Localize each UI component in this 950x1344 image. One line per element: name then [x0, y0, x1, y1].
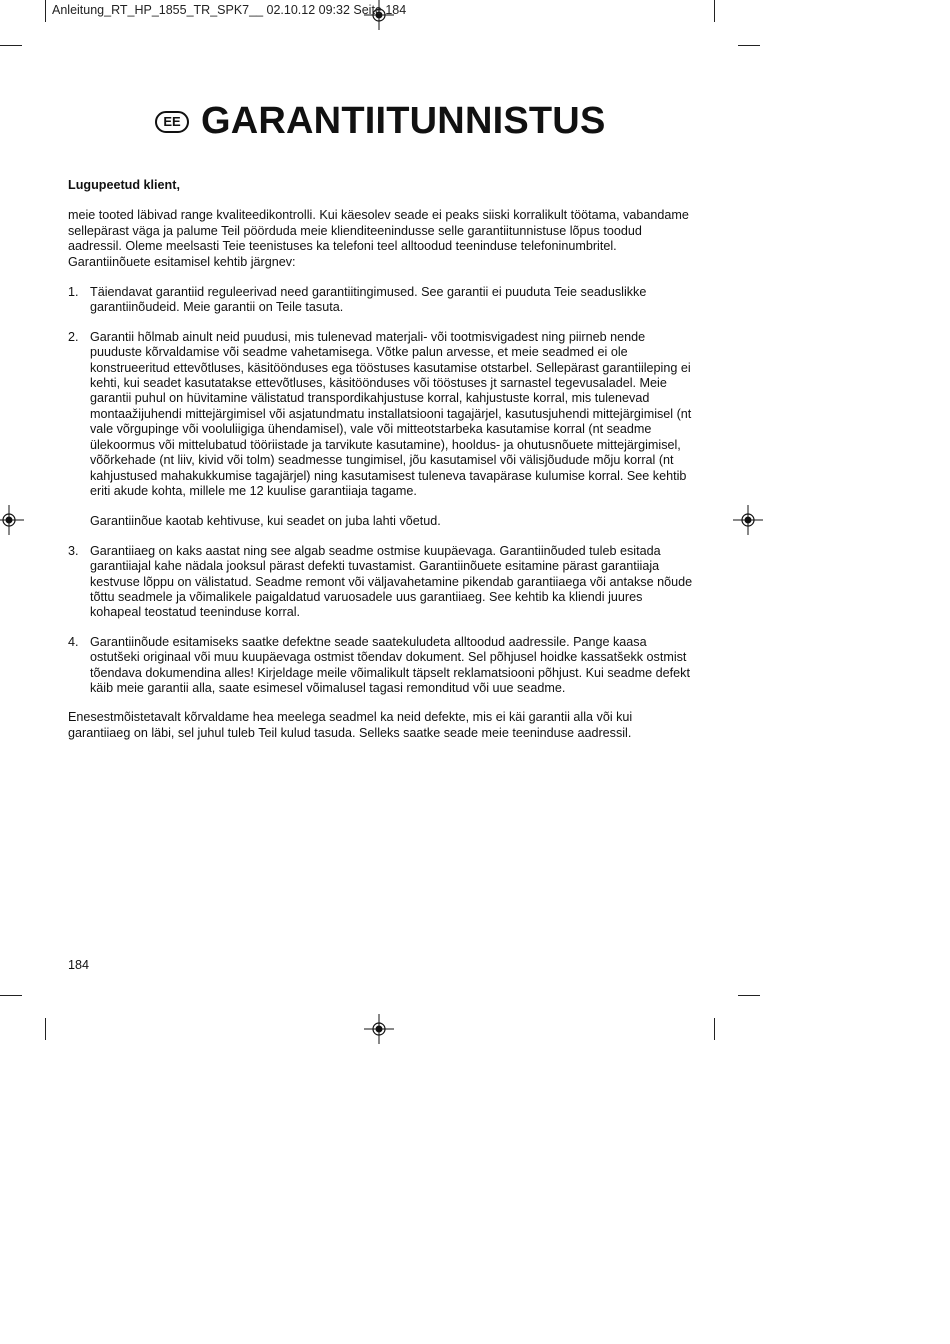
- title-block: [155, 100, 606, 143]
- registration-mark-icon: [733, 505, 763, 535]
- page-number: 184: [68, 958, 90, 972]
- crop-mark-top-right-v: [714, 0, 715, 22]
- closing-paragraph: Enesestmõistetavalt kõrvaldame hea meelega seadmel ka neid defekte, mis ei käi garantii alla või kui garantiiaeg on läbi, sel juhul tuleb Teil kulud tasuda. Selleks saatke seade meie teeninduse aadressil.: [68, 710, 633, 740]
- registration-mark-icon: [0, 505, 24, 535]
- crop-mark-top-left-v: [45, 0, 46, 22]
- crop-mark-top-right-h: [738, 45, 760, 46]
- list-item-number: 4.: [68, 634, 79, 649]
- list-item-text: Garantii hõlmab ainult neid puudusi, mis tulenevad materjali- või tootmisvigadest ning piirneb nende puuduste kõrvaldamise või seadme vahetamisega. Võtke palun arvesse, et meie seadmed ei ole konstrueeritud ettevõtluses, käsitöönduses ega tööstuses kasutamise otstarbel. Sellepärast garantiileping ei kehti, kui seadet kasutatakse ettevõtluses, käsitöönduses või tööstuses jt sarnastel tegevusaladel. Meie garantii puhul on hüvitamine välistatud transpordikahjustuse korral, kahjustuste korral, mis tulenevad montaažijuhendi mittejärgimisel või asjatundmatu installatsiooni tagajärjel, kasutusjuhendi mittejärgimisel (nt vale võrgupinge või vooluliigiga ühendamisel), vale või mitteotstarbeka kasutamise korral (nt seadme ülekoormus või mittelubatud tööriistade ja tarvikute kasutamine), hooldus- ja ohutusnõuete mittejärgimisel, võõrkehade (nt liiv, kivid või tolm) seadmesse tungimisel, jõu kasutamisel või välisjõudude mõju korral (nt kahjustused mahakukkumise tagajärjel) ning kasutamisest tuleneva tavapärase kulumise korral. See kehtib eriti akude kohta, millele me 12 kuulise garantiiaja tagame.: [90, 329, 692, 498]
- list-item-text: Garantiinõude esitamiseks saatke defektne seade saatekuludeta alltoodud aadressile. Pange kaasa ostutšeki originaal või muu kuupäevaga ostmist tõendav dokument. Sel põhjusel hoidke kassatšekk ostmist tõendava dokumendina alles! Kirjeldage meile võimalikult täpselt reklamatsiooni põhjust. Kui seadme defekt käib meie garantii alla, saate esimesel võimalusel tagasi remonditud või uue seadme.: [90, 634, 690, 695]
- greeting: Lugupeetud klient,: [68, 178, 180, 192]
- list-item-number: 3.: [68, 543, 79, 558]
- crop-mark-bottom-right-h: [738, 995, 760, 996]
- list-item-text-note: Garantiinõue kaotab kehtivuse, kui seadet on juba lahti võetud.: [90, 514, 441, 529]
- crop-mark-bottom-left-h: [0, 995, 22, 996]
- list-item-number: 1.: [68, 285, 79, 300]
- document-body: [68, 178, 693, 741]
- page-title: GARANTIITUNNISTUS: [201, 100, 606, 142]
- list-item: [68, 330, 693, 530]
- crop-mark-bottom-left-v: [45, 1018, 46, 1040]
- print-file-header: Anleitung_RT_HP_1855_TR_SPK7__ 02.10.12 09:32 Seite 184: [52, 3, 407, 17]
- list-item-text: Garantiiaeg on kaks aastat ning see algab seadme ostmise kuupäevaga. Garantiinõuded tuleb esitada garantiiajal kahe nädala jooksul pärast defekti tuvastamist. Garantiinõuete esitamine pärast garantiiaja kestvuse lõppu on välistatud. Seadme remont või väljavahetamine pikendab garantiiaega või antakse nõude tõttu seadmele ja võimalikele paigaldatud varuosadele uus garantiiaeg. See kehtib ka kliendi juures kohapeal teostatud teeninduse korral.: [90, 543, 693, 620]
- registration-mark-icon: [364, 1014, 394, 1044]
- intro-paragraph: meie tooted läbivad range kvaliteedikontrolli. Kui käesolev seade ei peaks siiski korralikult töötama, vabandame sellepärast väga ja palume Teil pöörduda meie klienditeenindusse selle garantiitunnistuse lõpus toodud aadressil. Oleme meelsasti Teie teenistuses ka telefoni teel alltoodud teeninduse telefoninumbritel. Garantiinõuete esitamisel kehtib järgnev:: [68, 208, 689, 269]
- language-badge: EE: [155, 111, 189, 133]
- list-item: [68, 285, 693, 316]
- crop-mark-bottom-right-v: [714, 1018, 715, 1040]
- list-item: [68, 544, 693, 621]
- crop-mark-top-left-h: [0, 45, 22, 46]
- list-item-number: 2.: [68, 329, 79, 344]
- list-item: [68, 635, 693, 697]
- list-item-text: Täiendavat garantiid reguleerivad need garantiitingimused. See garantii ei puuduta Teie seaduslikke garantiinõudeid. Meie garantii on Teile tasuta.: [90, 285, 647, 315]
